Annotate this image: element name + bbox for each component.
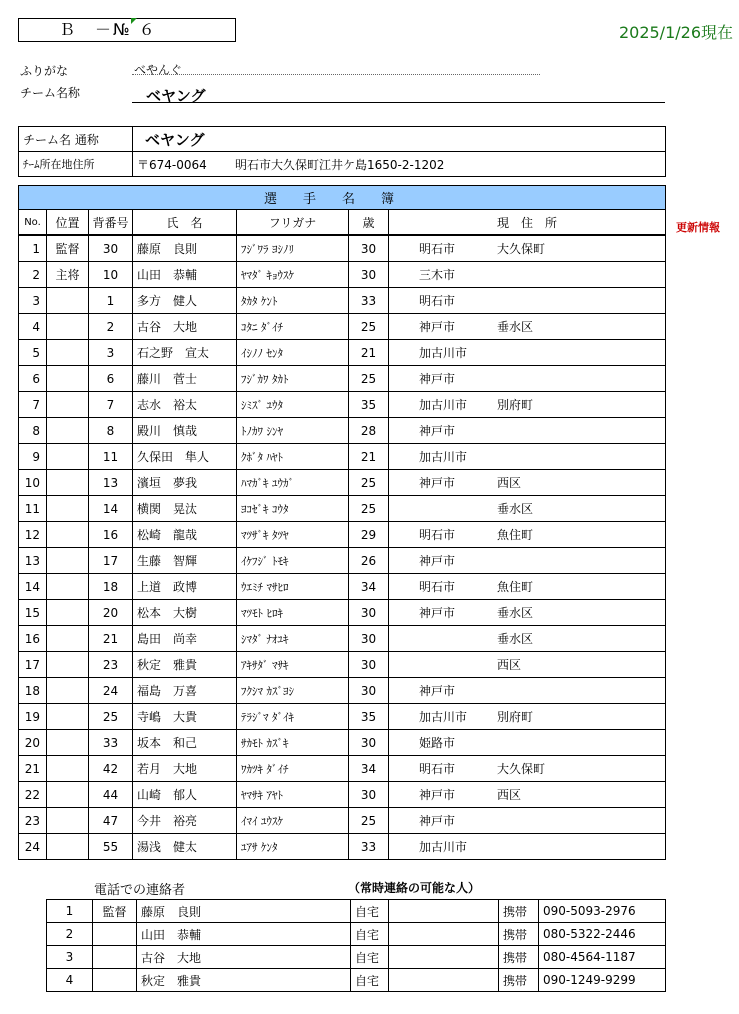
player-city: 神戸市: [419, 606, 456, 620]
player-address: [389, 496, 666, 522]
player-name: 福島 万喜: [133, 678, 237, 704]
player-address: [389, 314, 666, 340]
contact-name: 古谷 大地: [137, 946, 351, 969]
roster-table: [18, 185, 666, 860]
player-city: 姫路市: [419, 736, 456, 750]
player-city: 加古川市: [419, 840, 468, 854]
player-address: [389, 600, 666, 626]
player-number: 6: [89, 366, 133, 392]
player-address: [389, 340, 666, 366]
player-no: 12: [19, 522, 47, 548]
contact-section-title: 電話での連絡者: [94, 883, 186, 898]
player-name: 石之野 宣太: [133, 340, 237, 366]
player-age: 25: [349, 366, 389, 392]
player-city: 加古川市: [419, 346, 468, 360]
player-number: 47: [89, 808, 133, 834]
player-no: 24: [19, 834, 47, 860]
player-address: [389, 418, 666, 444]
player-age: 35: [349, 392, 389, 418]
player-address: [389, 782, 666, 808]
contact-name: 藤原 良則: [137, 900, 351, 923]
player-address: [389, 574, 666, 600]
player-name: 藤川 菅士: [133, 366, 237, 392]
contact-position: [93, 923, 137, 946]
contact-no: 1: [47, 900, 93, 923]
col-number: 背番号: [89, 210, 133, 236]
player-ward: 魚住町: [497, 580, 534, 594]
player-position: [47, 730, 89, 756]
player-position: [47, 652, 89, 678]
player-number: 44: [89, 782, 133, 808]
player-position: [47, 574, 89, 600]
team-name-value: ベヤング: [146, 87, 206, 105]
player-kana: ｸﾎﾞﾀ ﾊﾔﾄ: [237, 444, 349, 470]
contact-no: 3: [47, 946, 93, 969]
player-name: 殿川 慎哉: [133, 418, 237, 444]
player-age: 30: [349, 652, 389, 678]
player-position: [47, 782, 89, 808]
contact-position: [93, 946, 137, 969]
player-address: [389, 834, 666, 860]
player-city: 加古川市: [419, 450, 468, 464]
player-position: 監督: [47, 235, 89, 262]
player-number: 10: [89, 262, 133, 288]
table-row: [47, 969, 666, 992]
player-age: 30: [349, 235, 389, 262]
player-kana: ﾏﾂｻﾞｷ ﾀﾂﾔ: [237, 522, 349, 548]
player-position: [47, 548, 89, 574]
table-row: [19, 288, 666, 314]
table-row: [19, 522, 666, 548]
home-phone-label: 自宅: [351, 900, 389, 923]
player-name: 古谷 大地: [133, 314, 237, 340]
player-name: 藤原 良則: [133, 235, 237, 262]
document-id: Ｂ －№ ６: [59, 20, 157, 39]
contacts-table: [46, 899, 666, 992]
table-row: [19, 340, 666, 366]
furigana-underline: [132, 74, 540, 75]
player-city: 明石市: [419, 762, 456, 776]
player-age: 25: [349, 470, 389, 496]
player-city: 神戸市: [419, 814, 456, 828]
player-number: 25: [89, 704, 133, 730]
player-name: 若月 大地: [133, 756, 237, 782]
player-city: 神戸市: [419, 684, 456, 698]
mobile-phone-number: 080-4564-1187: [539, 946, 666, 969]
player-number: 8: [89, 418, 133, 444]
contact-name: 秋定 雅貴: [137, 969, 351, 992]
player-kana: ｳｴﾐﾁ ﾏｻﾋﾛ: [237, 574, 349, 600]
player-city: 明石市: [419, 580, 456, 594]
mobile-phone-number: 080-5322-2446: [539, 923, 666, 946]
player-age: 25: [349, 496, 389, 522]
player-kana: ﾄﾉｶﾜ ｼﾝﾔ: [237, 418, 349, 444]
contact-no: 2: [47, 923, 93, 946]
player-number: 3: [89, 340, 133, 366]
player-number: 1: [89, 288, 133, 314]
player-age: 29: [349, 522, 389, 548]
postal-code: 〒674-0064: [133, 152, 232, 177]
player-position: [47, 834, 89, 860]
team-info-table: [18, 126, 666, 177]
player-age: 30: [349, 600, 389, 626]
player-city: 加古川市: [419, 398, 468, 412]
player-no: 4: [19, 314, 47, 340]
player-age: 30: [349, 626, 389, 652]
player-position: [47, 756, 89, 782]
player-no: 3: [19, 288, 47, 314]
player-age: 33: [349, 288, 389, 314]
player-name: 久保田 隼人: [133, 444, 237, 470]
player-ward: 魚住町: [497, 528, 534, 542]
mobile-phone-number: 090-1249-9299: [539, 969, 666, 992]
player-age: 34: [349, 574, 389, 600]
player-name: 生藤 智輝: [133, 548, 237, 574]
player-ward: 大久保町: [497, 762, 546, 776]
player-no: 2: [19, 262, 47, 288]
player-address: [389, 678, 666, 704]
mobile-phone-label: 携帯: [499, 900, 539, 923]
player-number: 55: [89, 834, 133, 860]
contact-position: [93, 969, 137, 992]
player-city: 神戸市: [419, 320, 456, 334]
player-age: 34: [349, 756, 389, 782]
player-kana: ﾌｼﾞﾜﾗ ﾖｼﾉﾘ: [237, 235, 349, 262]
player-number: 42: [89, 756, 133, 782]
player-name: 湯浅 健太: [133, 834, 237, 860]
table-row: [19, 548, 666, 574]
player-kana: ｲﾏｲ ﾕｳｽｹ: [237, 808, 349, 834]
player-position: [47, 418, 89, 444]
roster-title: 選手名簿: [19, 186, 666, 210]
player-kana: ﾖｺｾﾞｷ ｺｳﾀ: [237, 496, 349, 522]
player-age: 25: [349, 314, 389, 340]
mobile-phone-label: 携帯: [499, 946, 539, 969]
table-row: [19, 366, 666, 392]
player-ward: 垂水区: [497, 606, 534, 620]
player-no: 8: [19, 418, 47, 444]
player-age: 21: [349, 444, 389, 470]
common-name-label: チーム名 通称: [19, 127, 133, 152]
player-name: 松本 大樹: [133, 600, 237, 626]
table-row: [47, 900, 666, 923]
mobile-phone-label: 携帯: [499, 969, 539, 992]
col-position: 位置: [47, 210, 89, 236]
home-phone-number: [389, 946, 499, 969]
player-name: 横関 晃汰: [133, 496, 237, 522]
player-no: 23: [19, 808, 47, 834]
player-kana: ﾌｼﾞｶﾜ ﾀｶﾄ: [237, 366, 349, 392]
home-phone-label: 自宅: [351, 969, 389, 992]
player-city: 加古川市: [419, 710, 468, 724]
player-kana: ｺﾀﾆ ﾀﾞｲﾁ: [237, 314, 349, 340]
player-position: 主将: [47, 262, 89, 288]
player-kana: ｻｶﾓﾄ ｶｽﾞｷ: [237, 730, 349, 756]
player-no: 21: [19, 756, 47, 782]
table-row: [19, 235, 666, 262]
player-name: 濱垣 夢我: [133, 470, 237, 496]
table-row: [19, 262, 666, 288]
home-phone-number: [389, 969, 499, 992]
player-address: [389, 262, 666, 288]
player-no: 15: [19, 600, 47, 626]
player-age: 30: [349, 730, 389, 756]
player-number: 23: [89, 652, 133, 678]
player-ward: 垂水区: [497, 320, 534, 334]
team-name-label: チーム名称: [20, 86, 81, 100]
player-no: 14: [19, 574, 47, 600]
player-position: [47, 522, 89, 548]
player-position: [47, 678, 89, 704]
table-row: [19, 418, 666, 444]
player-kana: ｲｼﾉﾉ ｾﾝﾀ: [237, 340, 349, 366]
contact-no: 4: [47, 969, 93, 992]
player-city: 神戸市: [419, 476, 456, 490]
player-no: 1: [19, 235, 47, 262]
table-row: [19, 808, 666, 834]
table-row: [19, 678, 666, 704]
table-row: [19, 600, 666, 626]
home-phone-number: [389, 900, 499, 923]
mobile-phone-label: 携帯: [499, 923, 539, 946]
player-name: 今井 裕亮: [133, 808, 237, 834]
player-kana: ｼﾏﾀﾞ ﾅｵﾕｷ: [237, 626, 349, 652]
player-position: [47, 626, 89, 652]
player-no: 20: [19, 730, 47, 756]
player-kana: ｲｹﾌｼﾞ ﾄﾓｷ: [237, 548, 349, 574]
player-age: 28: [349, 418, 389, 444]
player-number: 7: [89, 392, 133, 418]
player-no: 19: [19, 704, 47, 730]
player-city: 明石市: [419, 294, 456, 308]
player-number: 21: [89, 626, 133, 652]
player-name: 志水 裕太: [133, 392, 237, 418]
player-number: 30: [89, 235, 133, 262]
player-address: [389, 730, 666, 756]
player-address: [389, 704, 666, 730]
contact-section-note: （常時連絡の可能な人）: [348, 881, 481, 895]
table-row: [19, 574, 666, 600]
player-kana: ﾊﾏｶﾞｷ ﾕｳｶﾞ: [237, 470, 349, 496]
player-city: 神戸市: [419, 788, 456, 802]
col-no: No.: [19, 210, 47, 236]
player-city: 明石市: [419, 528, 456, 542]
player-number: 2: [89, 314, 133, 340]
table-row: [19, 834, 666, 860]
player-address: [389, 756, 666, 782]
player-ward: 垂水区: [497, 632, 534, 646]
player-ward: 西区: [497, 658, 522, 672]
player-ward: 垂水区: [497, 502, 534, 516]
player-position: [47, 808, 89, 834]
player-no: 11: [19, 496, 47, 522]
player-address: [389, 470, 666, 496]
player-address: [389, 392, 666, 418]
player-address: [389, 808, 666, 834]
player-address: [389, 522, 666, 548]
player-no: 6: [19, 366, 47, 392]
player-position: [47, 366, 89, 392]
player-address: [389, 626, 666, 652]
player-ward: 大久保町: [497, 242, 546, 256]
player-city: 明石市: [419, 242, 456, 256]
player-number: 20: [89, 600, 133, 626]
table-row: [19, 730, 666, 756]
player-name: 松崎 龍哉: [133, 522, 237, 548]
table-row: [19, 496, 666, 522]
player-kana: ﾔﾏﾀﾞ ｷｮｳｽｹ: [237, 262, 349, 288]
player-position: [47, 496, 89, 522]
player-kana: ﾀｶﾀ ｹﾝﾄ: [237, 288, 349, 314]
player-number: 18: [89, 574, 133, 600]
col-kana: フリガナ: [237, 210, 349, 236]
player-address: [389, 548, 666, 574]
home-phone-label: 自宅: [351, 946, 389, 969]
player-age: 25: [349, 808, 389, 834]
cell-comment-marker: [131, 18, 137, 24]
as-of-date: 2025/1/26現在: [618, 23, 733, 42]
team-name-underline: [132, 102, 665, 103]
table-row: [47, 923, 666, 946]
team-address: 明石市大久保町江井ケ島1650-2-1202: [231, 152, 666, 177]
home-phone-number: [389, 923, 499, 946]
contact-name: 山田 恭輔: [137, 923, 351, 946]
player-position: [47, 288, 89, 314]
table-row: [19, 652, 666, 678]
player-name: 山田 恭輔: [133, 262, 237, 288]
player-name: 上道 政博: [133, 574, 237, 600]
player-name: 島田 尚幸: [133, 626, 237, 652]
player-name: 秋定 雅貴: [133, 652, 237, 678]
mobile-phone-number: 090-5093-2976: [539, 900, 666, 923]
player-age: 33: [349, 834, 389, 860]
player-position: [47, 704, 89, 730]
player-name: 坂本 和己: [133, 730, 237, 756]
table-row: [19, 782, 666, 808]
table-row: [19, 756, 666, 782]
player-kana: ﾃﾗｼﾞﾏ ﾀﾞｲｷ: [237, 704, 349, 730]
player-city: 神戸市: [419, 372, 456, 386]
player-kana: ﾔﾏｻｷ ｱﾔﾄ: [237, 782, 349, 808]
player-address: [389, 444, 666, 470]
update-info-label: 更新情報: [676, 221, 720, 234]
table-row: [19, 626, 666, 652]
player-kana: ﾏﾂﾓﾄ ﾋﾛｷ: [237, 600, 349, 626]
player-city: 三木市: [419, 268, 456, 282]
document-id-box: [18, 18, 236, 42]
table-row: [19, 470, 666, 496]
table-row: [19, 392, 666, 418]
player-ward: 西区: [497, 788, 522, 802]
player-number: 24: [89, 678, 133, 704]
player-city: 神戸市: [419, 424, 456, 438]
player-position: [47, 470, 89, 496]
player-kana: ｱｷｻﾀﾞ ﾏｻｷ: [237, 652, 349, 678]
col-address: 現 住 所: [389, 210, 666, 236]
player-position: [47, 444, 89, 470]
player-number: 16: [89, 522, 133, 548]
player-number: 33: [89, 730, 133, 756]
player-position: [47, 314, 89, 340]
player-no: 5: [19, 340, 47, 366]
furigana-value: べやんぐ: [134, 63, 183, 77]
player-no: 13: [19, 548, 47, 574]
col-name: 氏 名: [133, 210, 237, 236]
player-position: [47, 392, 89, 418]
player-age: 30: [349, 262, 389, 288]
player-age: 21: [349, 340, 389, 366]
player-ward: 西区: [497, 476, 522, 490]
furigana-label: ふりがな: [20, 64, 69, 78]
player-age: 30: [349, 782, 389, 808]
player-name: 多方 健人: [133, 288, 237, 314]
player-name: 寺嶋 大貴: [133, 704, 237, 730]
player-number: 11: [89, 444, 133, 470]
player-no: 16: [19, 626, 47, 652]
player-kana: ﾜｶﾂｷ ﾀﾞｲﾁ: [237, 756, 349, 782]
player-position: [47, 600, 89, 626]
player-age: 35: [349, 704, 389, 730]
table-row: [47, 946, 666, 969]
player-no: 9: [19, 444, 47, 470]
player-ward: 別府町: [497, 710, 534, 724]
player-address: [389, 366, 666, 392]
common-name-value: ベヤング: [133, 127, 666, 152]
player-kana: ﾌｸｼﾏ ｶｽﾞﾖｼ: [237, 678, 349, 704]
table-row: [19, 704, 666, 730]
player-number: 13: [89, 470, 133, 496]
player-no: 17: [19, 652, 47, 678]
player-number: 17: [89, 548, 133, 574]
player-kana: ﾕｱｻ ｹﾝﾀ: [237, 834, 349, 860]
player-ward: 別府町: [497, 398, 534, 412]
table-row: [19, 314, 666, 340]
player-address: [389, 652, 666, 678]
player-kana: ｼﾐｽﾞ ﾕｳﾀ: [237, 392, 349, 418]
player-no: 7: [19, 392, 47, 418]
address-label: ﾁｰﾑ所在地住所: [19, 152, 133, 177]
player-position: [47, 340, 89, 366]
col-age: 歳: [349, 210, 389, 236]
player-number: 14: [89, 496, 133, 522]
player-age: 30: [349, 678, 389, 704]
player-age: 26: [349, 548, 389, 574]
player-no: 22: [19, 782, 47, 808]
player-address: [389, 288, 666, 314]
home-phone-label: 自宅: [351, 923, 389, 946]
player-address: [389, 235, 666, 262]
player-no: 10: [19, 470, 47, 496]
player-no: 18: [19, 678, 47, 704]
table-row: [19, 444, 666, 470]
player-city: 神戸市: [419, 554, 456, 568]
contact-position: 監督: [93, 900, 137, 923]
player-name: 山崎 郁人: [133, 782, 237, 808]
